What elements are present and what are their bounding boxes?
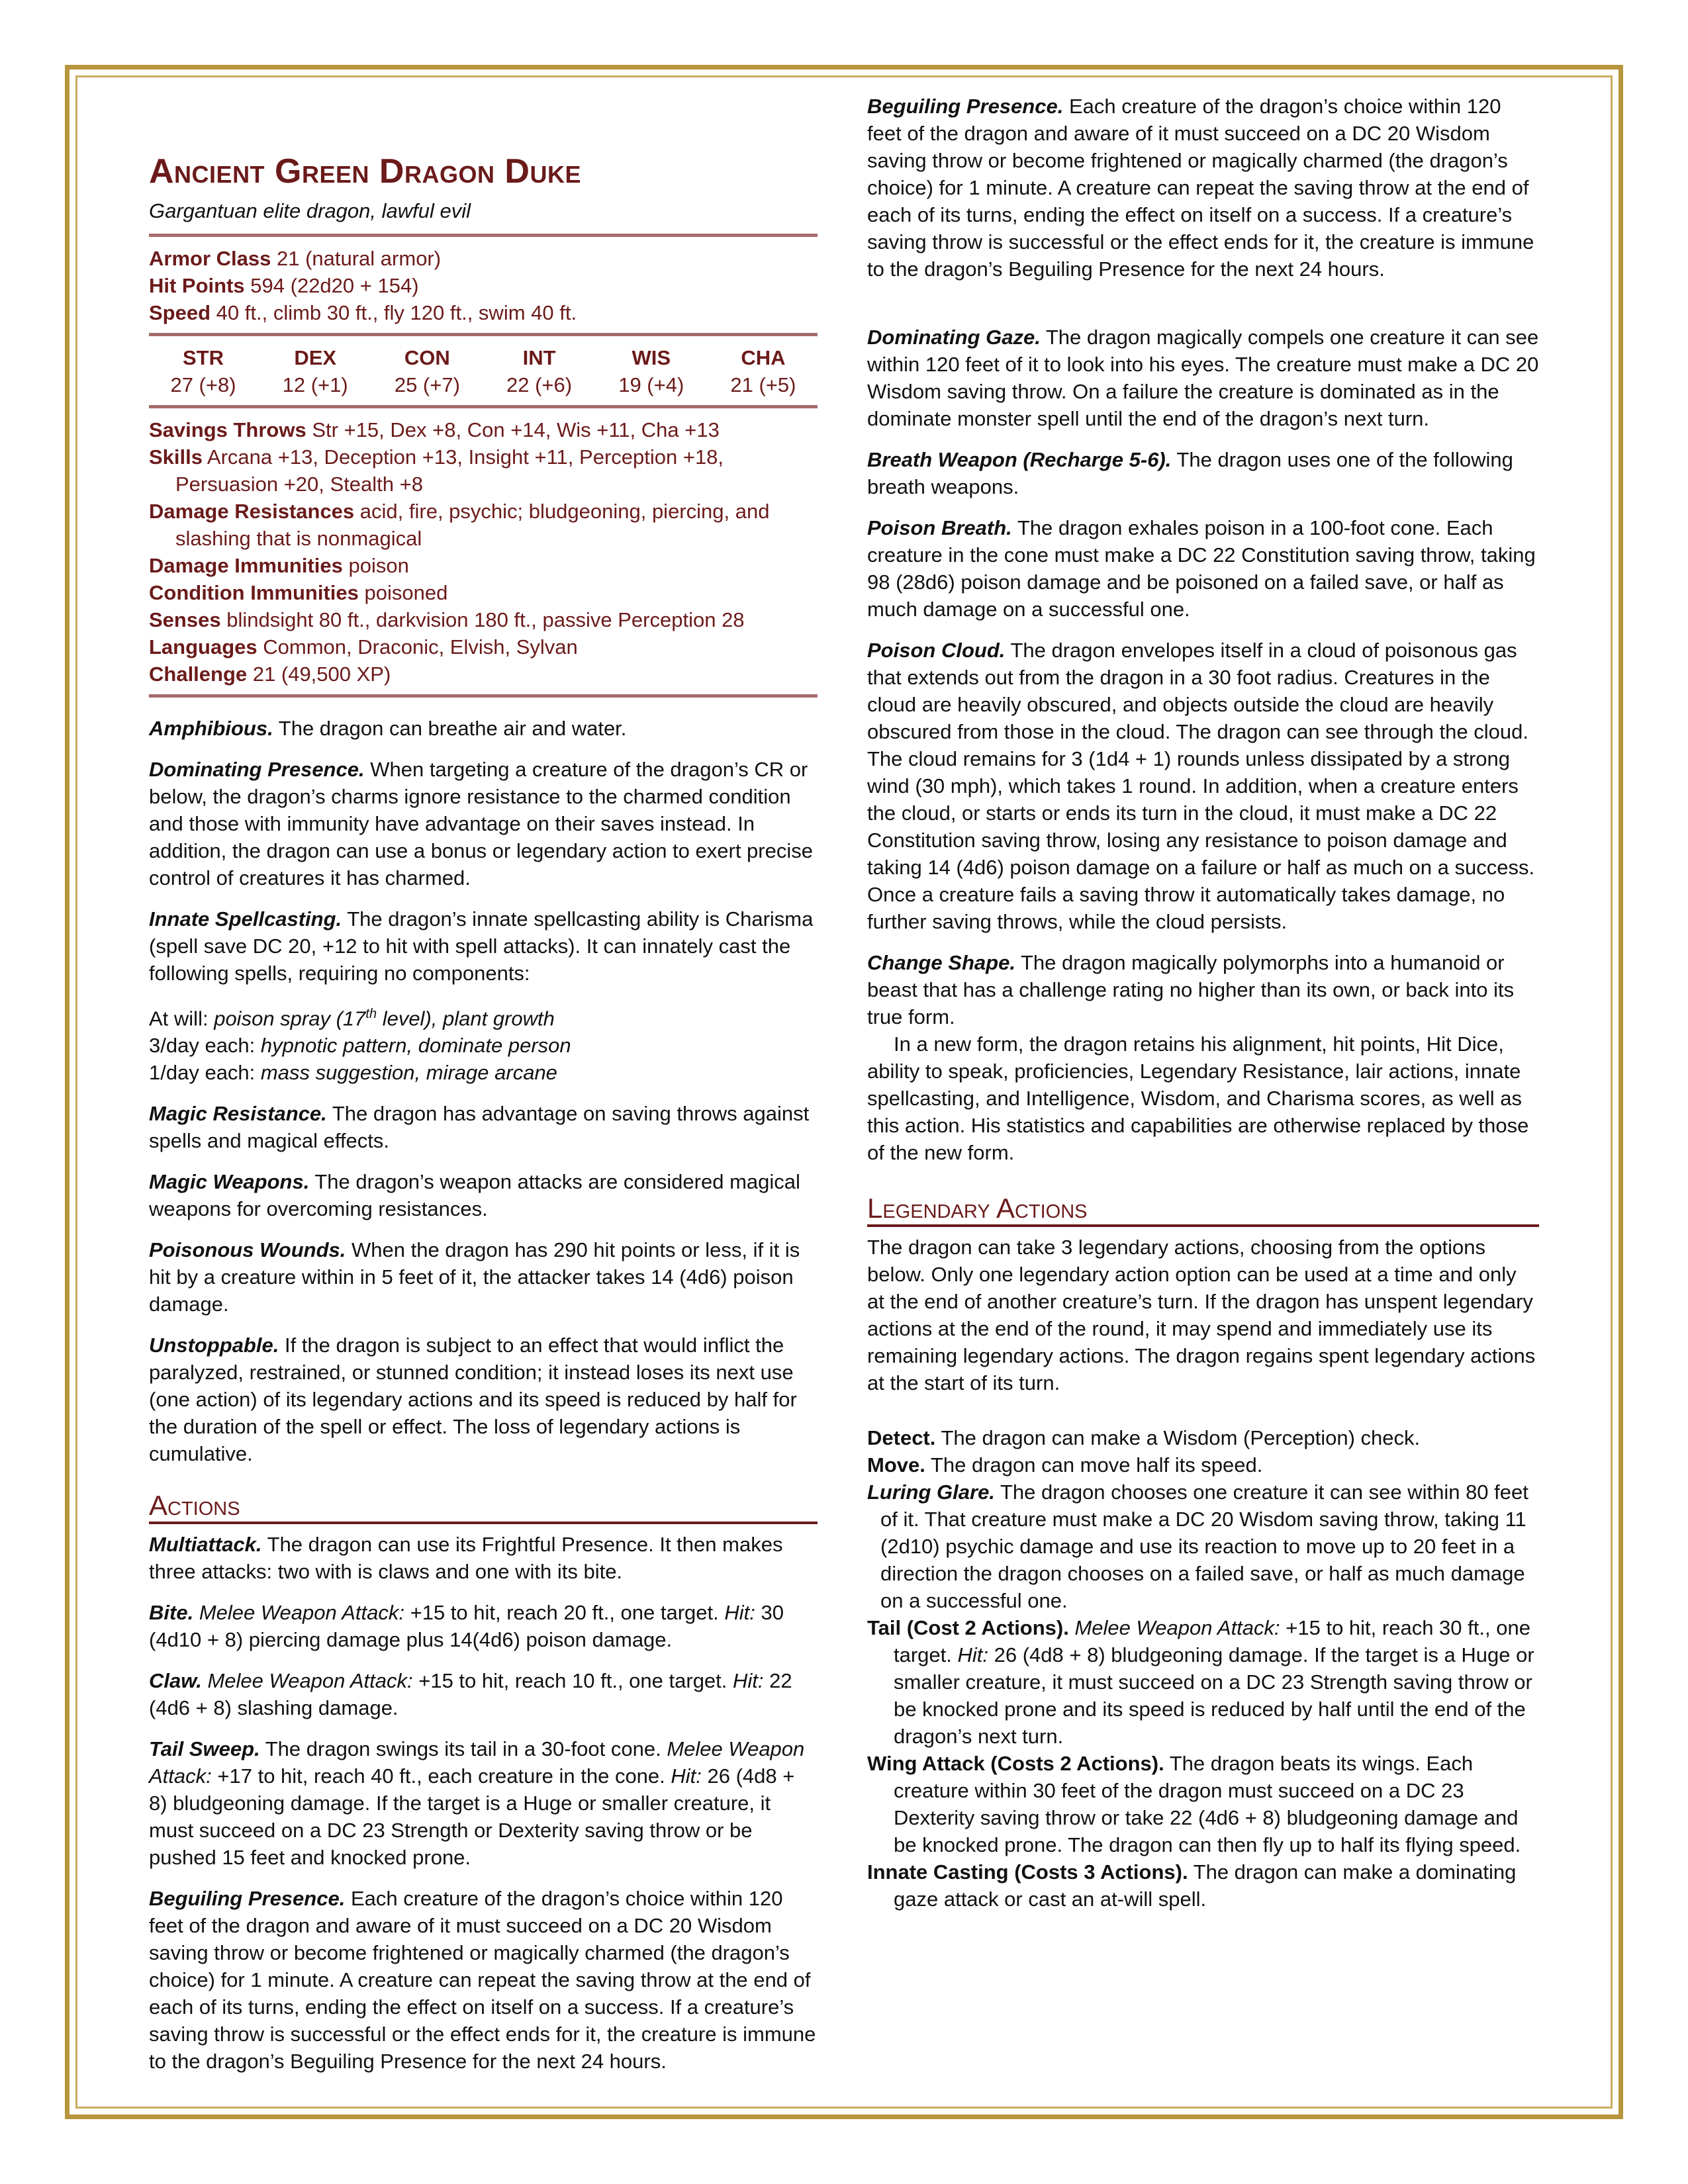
ability-wis: WIS 19 (+4) — [618, 346, 684, 396]
ability-scores — [149, 344, 818, 398]
action-bite: Bite. Melee Weapon Attack: +15 to hit, reach 20 ft., one target. Hit: 30 (4d10 + 8) piercing damage plus 14(4d6) poison damage. — [149, 1601, 784, 1652]
trait-poisonous-wounds: Poisonous Wounds. When the dragon has 290 hit points or less, if it is hit by a creature within in 5 feet of it, the attacker takes 14 (4d6) poison damage. — [149, 1238, 800, 1316]
languages: Languages Common, Draconic, Elvish, Sylvan — [149, 635, 578, 659]
trait-amphibious: Amphibious. The dragon can breathe air and water. — [149, 717, 627, 740]
ability-con: CON 25 (+7) — [394, 346, 460, 396]
saving-throws: Savings Throws Str +15, Dex +8, Con +14, Wis +11, Cha +13 — [149, 418, 720, 441]
trait-unstoppable: Unstoppable. If the dragon is subject to an effect that would inflict the paralyzed, restrained, or stunned condition; it instead loses its next use (one action) of its legendary actions and its speed is reduced by half for the duration of the spell or effect. The loss of legendary actions is cumulative. — [149, 1334, 797, 1466]
action-change-shape: Change Shape. The dragon magically polymorphs into a humanoid or beast that has a challenge rating no higher than its own, or back into its true form. — [867, 951, 1515, 1028]
skills: Skills Arcana +13, Deception +13, Insight +11, Perception +18, Persuasion +20, Stealth +8 — [149, 445, 724, 496]
ability-str: STR 27 (+8) — [170, 346, 236, 396]
left-column — [149, 147, 818, 2073]
statblock-subtitle: Gargantuan elite dragon, lawful evil — [149, 199, 471, 222]
condition-immunities: Condition Immunities poisoned — [149, 581, 448, 604]
action-breath-weapon: Breath Weapon (Recharge 5-6). The dragon uses one of the following breath weapons. — [867, 448, 1513, 498]
damage-immunities: Damage Immunities poison — [149, 554, 409, 577]
right-column — [867, 95, 1539, 1913]
legendary-tail: Tail (Cost 2 Actions). Melee Weapon Attack: +15 to hit, reach 30 ft., one target. Hit: 26 (4d8 + 8) bludgeoning damage. If the target is a Huge or smaller creature, it must succeed on a DC 23 Strength saving throw or be knocked prone and its speed is reduced by half until the end of the dragon’s next turn. — [867, 1616, 1534, 1748]
legendary-luring-glare: Luring Glare. The dragon chooses one creature it can see within 80 feet of it. That creature must make a DC 20 Wisdom saving throw, taking 11 (2d10) psychic damage and use its reaction to move up to 20 feet in a direction the dragon chooses on a failed save, or half as much damage on a successful one. — [867, 1480, 1528, 1612]
legendary-move: Move. The dragon can move half its speed. — [867, 1453, 1263, 1477]
spell-3-day: 3/day each: hypnotic pattern, dominate person — [149, 1034, 571, 1058]
trait-dominating-presence: Dominating Presence. When targeting a creature of the dragon’s CR or below, the dragon’s charms ignore resistance to the charmed condition and those with immunity have advantage on their saves instead. In addition, the dragon can use a bonus or legendary action to exert precise control of creatures it has charmed. — [149, 758, 813, 889]
action-beguiling-presence-continued: Beguiling Presence. Each creature of the dragon’s choice within 120 feet of the dragon and aware of it must succeed on a DC 20 Wisdom saving throw or become frightened or magically charmed (the dragon’s choice) for 1 minute. A creature can repeat the saving throw at the end of each of its turns, ending the effect on itself on a success. If a creature’s saving throw is successful or the effect ends for it, the creature is immune to the dragon’s Beguiling Presence for the next 24 hours. — [867, 95, 1534, 281]
trait-magic-weapons: Magic Weapons. The dragon’s weapon attacks are considered magical weapons for overcoming resistances. — [149, 1170, 800, 1221]
legendary-wing-attack: Wing Attack (Costs 2 Actions). The dragon beats its wings. Each creature within 30 feet of the dragon must succeed on a DC 23 Dexterity saving throw or take 22 (4d6 + 8) bludgeoning damage and be knocked prone. The dragon can then fly up to half its flying speed. — [867, 1752, 1521, 1856]
challenge: Challenge 21 (49,500 XP) — [149, 662, 391, 686]
legendary-innate-casting: Innate Casting (Costs 3 Actions). The dragon can make a dominating gaze attack or cast an at-will spell. — [867, 1860, 1517, 1911]
ability-int: INT 22 (+6) — [506, 346, 573, 396]
divider — [149, 333, 818, 336]
action-beguiling-presence: Beguiling Presence. Each creature of the dragon’s choice within 120 feet of the dragon and aware of it must succeed on a DC 20 Wisdom saving throw or become frightened or magically charmed (the dragon’s choice) for 1 minute. A creature can repeat the saving throw at the end of each of its turns, ending the effect on itself on a success. If a creature’s saving throw is successful or the effect ends for it, the creature is immune to the dragon’s Beguiling Presence for the next 24 hours. — [149, 1887, 816, 2073]
trait-magic-resistance: Magic Resistance. The dragon has advantage on saving throws against spells and magical effects. — [149, 1102, 810, 1153]
legendary-detect: Detect. The dragon can make a Wisdom (Perception) check. — [867, 1426, 1421, 1449]
speed: Speed 40 ft., climb 30 ft., fly 120 ft., swim 40 ft. — [149, 301, 577, 324]
ability-dex: DEX 12 (+1) — [282, 346, 348, 396]
action-poison-breath: Poison Breath. The dragon exhales poison in a 100-foot cone. Each creature in the cone must make a DC 22 Constitution saving throw, taking 98 (28d6) poison damage and be poisoned on a failed save, or half as much damage on a successful one. — [867, 516, 1536, 621]
actions-heading: Actions — [149, 1490, 818, 1524]
spell-1-day: 1/day each: mass suggestion, mirage arcane — [149, 1061, 557, 1085]
legendary-actions-heading: Legendary Actions — [867, 1193, 1539, 1227]
action-poison-cloud: Poison Cloud. The dragon envelopes itself in a cloud of poisonous gas that extends out from the dragon in a 30 foot radius. Creatures in the cloud are heavily obscured, and objects outside the cloud are heavily obscured from those in the cloud. The dragon can see through the cloud. The cloud remains for 3 (1d4 + 1) rounds unless dissipated by a strong wind (30 mph), which takes 1 round. In addition, when a creature enters the cloud, or starts or ends its turn in the cloud, it must make a DC 22 Constitution saving throw, losing any resistance to poison damage and taking 14 (4d6) poison damage on a failure or half as much on a success. Once a creature fails a saving throw it automatically takes damage, no further saving throws, while the cloud persists. — [867, 639, 1535, 933]
hit-points: Hit Points 594 (22d20 + 154) — [149, 274, 419, 297]
armor-class: Armor Class 21 (natural armor) — [149, 247, 442, 270]
senses: Senses blindsight 80 ft., darkvision 180 ft., passive Perception 28 — [149, 608, 745, 631]
divider — [149, 234, 818, 237]
ability-cha: CHA 21 (+5) — [730, 346, 796, 396]
action-change-shape-detail: In a new form, the dragon retains his alignment, hit points, Hit Dice, ability to speak, proficiencies, Legendary Resistance, lair actions, innate spellcasting, and Intelligence, Wisdom, and Charisma scores, as well as this action. His statistics and capabilities are otherwise replaced by those of the new form. — [867, 1032, 1529, 1164]
damage-resistances: Damage Resistances acid, fire, psychic; bludgeoning, piercing, and slashing that is nonmagical — [149, 500, 770, 550]
divider — [149, 405, 818, 408]
spell-list — [149, 1001, 818, 1086]
action-tail-sweep: Tail Sweep. The dragon swings its tail in a 30-foot cone. Melee Weapon Attack: +17 to hit, reach 40 ft., each creature in the cone. Hit: 26 (4d8 + 8) bludgeoning damage. If the target is a Huge or smaller creature, it must succeed on a DC 23 Strength or Dexterity saving throw or be pushed 15 feet and knocked prone. — [149, 1737, 805, 1870]
trait-innate-spellcasting: Innate Spellcasting. The dragon’s innate spellcasting ability is Charisma (spell save DC 20, +12 to hit with spell attacks). It can innately cast the following spells, requiring no components: — [149, 907, 814, 985]
action-dominating-gaze: Dominating Gaze. The dragon magically compels one creature it can see within 120 feet of it to look into his eyes. The creature must make a DC 20 Wisdom saving throw. On a failure the creature is dominated as in the dominate monster spell until the end of the dragon’s next turn. — [867, 326, 1539, 430]
legendary-intro: The dragon can take 3 legendary actions, choosing from the options below. Only one legendary action option can be used at a time and only at the end of another creature’s turn. If the dragon has unspent legendary actions at the end of the round, it may spend and immediately use its remaining legendary actions. The dragon regains spent legendary actions at the start of its turn. — [867, 1236, 1536, 1394]
action-multiattack: Multiattack. The dragon can use its Frightful Presence. It then makes three attacks: two with is claws and one with its bite. — [149, 1533, 783, 1584]
action-claw: Claw. Melee Weapon Attack: +15 to hit, reach 10 ft., one target. Hit: 22 (4d6 + 8) slashing damage. — [149, 1669, 792, 1720]
divider — [149, 694, 818, 698]
statblock-title: Ancient Green Dragon Duke — [149, 152, 581, 191]
spell-at-will: At will: poison spray (17th level), plant growth — [149, 1007, 555, 1030]
